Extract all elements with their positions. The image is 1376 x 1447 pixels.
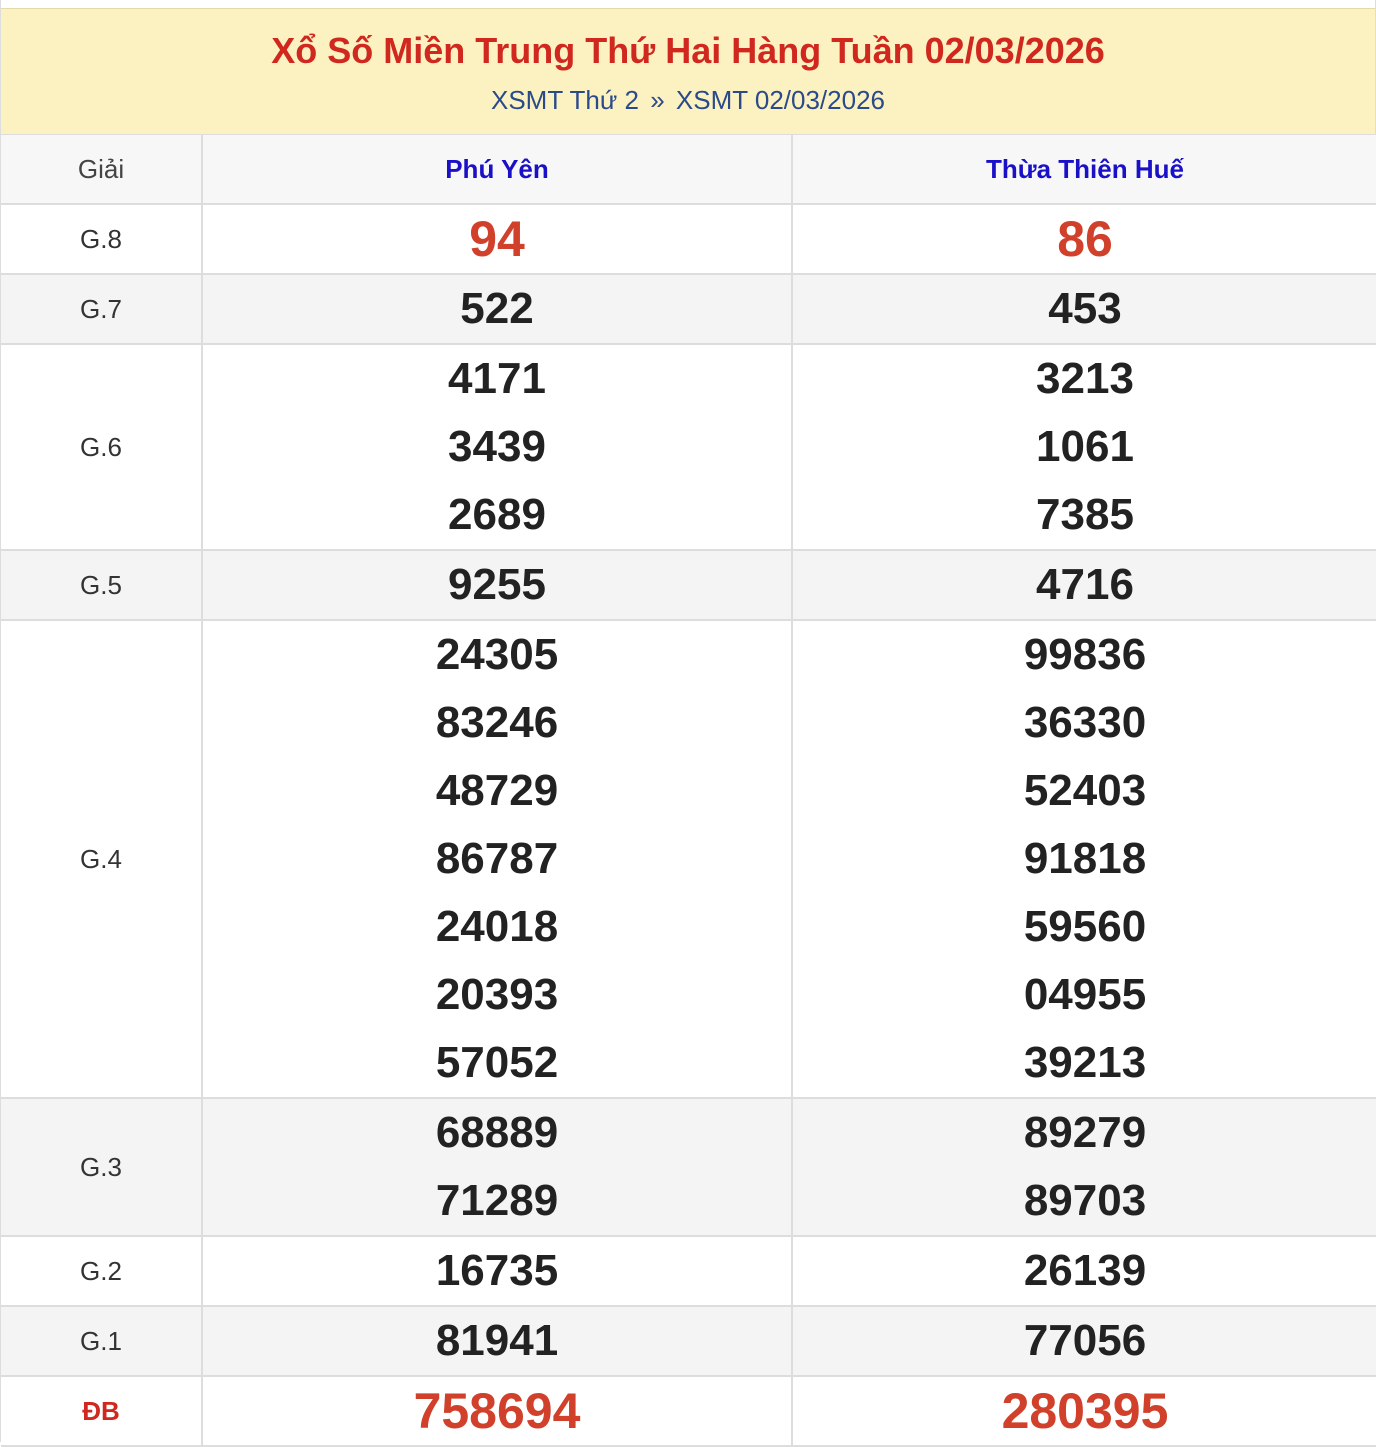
province-2-cell — [792, 620, 1376, 1098]
special-prize-number: 280395 — [1001, 1383, 1169, 1439]
prize-label: G.2 — [80, 1255, 122, 1286]
column-header-province-1[interactable]: Phú Yên — [202, 135, 792, 204]
prize-number: 36330 — [1023, 698, 1147, 747]
table-row — [1, 1236, 1376, 1306]
prize-label: G.3 — [80, 1151, 122, 1182]
prize-number: 453 — [1048, 284, 1122, 333]
prize-label-cell — [1, 1306, 202, 1376]
table-row — [1, 344, 1376, 550]
prize-number: 91818 — [1023, 834, 1147, 883]
prize-label: G.1 — [80, 1325, 122, 1356]
breadcrumb — [1, 71, 1375, 115]
prize-label-cell — [1, 1098, 202, 1236]
prize-number: 48729 — [435, 766, 559, 815]
province-1-cell — [202, 1306, 792, 1376]
prize-label-cell — [1, 1236, 202, 1306]
column-header-province-2[interactable]: Thừa Thiên Huế — [792, 135, 1376, 204]
table-row — [1, 204, 1376, 274]
province-1-cell — [202, 1236, 792, 1306]
prize-label-cell — [1, 274, 202, 344]
table-row — [1, 1306, 1376, 1376]
prize-number: 20393 — [435, 970, 559, 1019]
prize-number: 83246 — [435, 698, 559, 747]
breadcrumb-link-date[interactable]: XSMT 02/03/2026 — [675, 85, 885, 115]
prize-label-cell — [1, 1376, 202, 1446]
prize-number: 81941 — [435, 1316, 559, 1365]
province-2-cell — [792, 1376, 1376, 1446]
prize-number: 24305 — [435, 630, 559, 679]
special-prize-number: 758694 — [413, 1383, 581, 1439]
prize-number: 86 — [1057, 211, 1113, 267]
breadcrumb-separator: » — [650, 85, 665, 115]
province-1-cell — [202, 620, 792, 1098]
prize-label-cell — [1, 620, 202, 1098]
prize-label: ĐB — [82, 1395, 120, 1426]
prize-number: 86787 — [435, 834, 559, 883]
column-header-prize: Giải — [1, 135, 202, 204]
prize-number: 24018 — [435, 902, 559, 951]
prize-number: 39213 — [1023, 1038, 1147, 1087]
results-body — [1, 204, 1376, 1446]
prize-label: G.5 — [80, 569, 122, 600]
page-title: Xổ Số Miền Trung Thứ Hai Hàng Tuần 02/03/2026 — [271, 30, 1105, 71]
prize-number: 99836 — [1023, 630, 1147, 679]
prize-number: 16735 — [435, 1246, 559, 1295]
table-row — [1, 550, 1376, 620]
prize-number: 71289 — [435, 1176, 559, 1225]
prize-number: 52403 — [1023, 766, 1147, 815]
table-header-row — [1, 135, 1376, 204]
table-row — [1, 1376, 1376, 1446]
province-2-cell — [792, 344, 1376, 550]
prize-number: 89703 — [1023, 1176, 1147, 1225]
prize-number: 57052 — [435, 1038, 559, 1087]
prize-label-cell — [1, 204, 202, 274]
province-2-cell — [792, 550, 1376, 620]
prize-label: G.7 — [80, 293, 122, 324]
prize-number: 68889 — [435, 1108, 559, 1157]
top-strip — [1, 0, 1375, 8]
prize-label: G.6 — [80, 431, 122, 462]
province-1-cell — [202, 274, 792, 344]
province-1-cell — [202, 204, 792, 274]
prize-number: 3439 — [448, 422, 546, 471]
prize-number: 26139 — [1023, 1246, 1147, 1295]
province-2-cell — [792, 1098, 1376, 1236]
table-row — [1, 620, 1376, 1098]
prize-number: 9255 — [448, 560, 546, 609]
prize-number: 4716 — [1036, 560, 1134, 609]
table-row — [1, 274, 1376, 344]
province-1-cell — [202, 344, 792, 550]
province-1-cell — [202, 1098, 792, 1236]
prize-number: 77056 — [1023, 1316, 1147, 1365]
prize-number: 7385 — [1036, 490, 1134, 539]
breadcrumb-link-thu2[interactable]: XSMT Thứ 2 — [491, 85, 639, 115]
prize-number: 2689 — [448, 490, 546, 539]
province-1-cell — [202, 550, 792, 620]
province-2-cell — [792, 1236, 1376, 1306]
results-table — [1, 135, 1376, 1447]
province-2-cell — [792, 204, 1376, 274]
province-1-cell — [202, 1376, 792, 1446]
prize-label-cell — [1, 344, 202, 550]
province-2-cell — [792, 1306, 1376, 1376]
prize-number: 4171 — [448, 354, 546, 403]
prize-number: 59560 — [1023, 902, 1147, 951]
prize-number: 04955 — [1023, 970, 1147, 1019]
prize-number: 522 — [460, 284, 534, 333]
prize-number: 3213 — [1036, 354, 1134, 403]
prize-label-cell — [1, 550, 202, 620]
prize-number: 1061 — [1036, 422, 1134, 471]
results-header — [1, 8, 1375, 135]
table-row — [1, 1098, 1376, 1236]
prize-label: G.8 — [80, 223, 122, 254]
prize-number: 89279 — [1023, 1108, 1147, 1157]
province-2-cell — [792, 274, 1376, 344]
prize-number: 94 — [469, 211, 525, 267]
prize-label: G.4 — [80, 843, 122, 874]
